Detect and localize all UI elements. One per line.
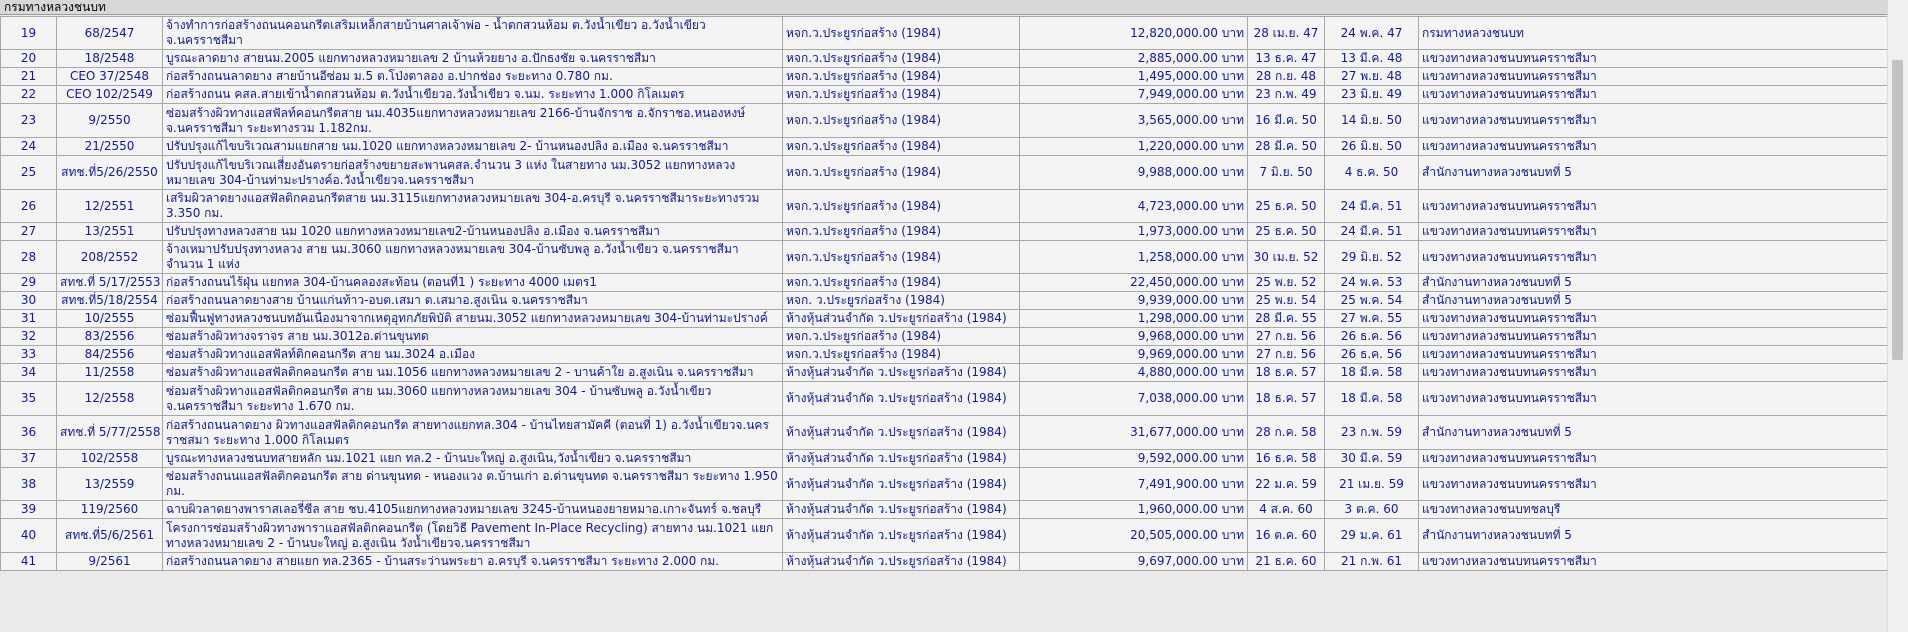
table-row <box>1 138 1889 156</box>
contractor-cell: ห้างหุ้นส่วนจำกัด ว.ประยูรก่อสร้าง (1984) <box>783 382 1020 416</box>
contractor-cell: หจก.ว.ประยูรก่อสร้าง (1984) <box>783 190 1020 223</box>
contractor-cell: หจก.ว.ประยูรก่อสร้าง (1984) <box>783 274 1020 292</box>
contract-number-cell: 21/2550 <box>57 138 163 156</box>
amount-value: 9,939,000.00 <box>1137 293 1218 307</box>
table-row <box>1 346 1889 364</box>
project-name-cell: ก่อสร้างถนนไร้ฝุ่น แยกทล 304-บ้านคลองสะท้อน (ตอนที่1 ) ระยะทาง 4000 เมตร1 <box>163 274 783 292</box>
end-date-cell: 14 มิ.ย. 50 <box>1325 104 1419 138</box>
end-date-cell: 24 พ.ค. 53 <box>1325 274 1419 292</box>
contract-number-cell: 12/2558 <box>57 382 163 416</box>
end-date-cell: 13 มี.ค. 48 <box>1325 50 1419 68</box>
contract-number-cell: 119/2560 <box>57 501 163 519</box>
table-row <box>1 223 1889 241</box>
currency-unit: บาท <box>1221 528 1244 542</box>
start-date-cell: 25 พ.ย. 52 <box>1248 274 1325 292</box>
end-date-cell: 18 มี.ค. 58 <box>1325 382 1419 416</box>
currency-unit: บาท <box>1221 198 1244 213</box>
amount-value: 7,491,900.00 <box>1137 476 1218 491</box>
amount-value: 20,505,000.00 <box>1130 528 1218 542</box>
section-header: กรมทางหลวงชนบท <box>0 0 1888 15</box>
agency-cell: สำนักงานทางหลวงชนบทที่ 5 <box>1419 416 1889 450</box>
project-name-cell: ก่อสร้างถนนลาดยาง สายแยก ทล.2365 - บ้านสระว่านพระยา อ.ครบุรี จ.นครราชสีมา ระยะทาง 2.000 กม. <box>163 553 783 571</box>
currency-unit: บาท <box>1221 51 1244 65</box>
end-date-cell: 24 มี.ค. 51 <box>1325 223 1419 241</box>
agency-cell: แขวงทางหลวงชนบทนครราชสีมา <box>1419 104 1889 138</box>
start-date-cell: 28 ก.ค. 58 <box>1248 416 1325 450</box>
end-date-cell: 24 มี.ค. 51 <box>1325 190 1419 223</box>
amount-value: 9,969,000.00 <box>1137 347 1218 361</box>
contract-number-cell: 9/2561 <box>57 553 163 571</box>
amount-value: 4,723,000.00 <box>1137 198 1218 213</box>
amount-value: 12,820,000.00 <box>1130 25 1218 40</box>
project-name-cell: ซ่อมฟื้นฟูทางหลวงชนบทอันเนื่องมาจากเหตุอุทกภัยพิบัติ สายนม.3052 แยกทางหลวงหมายเลข 304-บ้านท่ามะปรางค์ <box>163 310 783 328</box>
amount-value: 1,298,000.00 <box>1137 311 1218 325</box>
contractor-cell: ห้างหุ้นส่วนจำกัด ว.ประยูรก่อสร้าง (1984) <box>783 553 1020 571</box>
end-date-cell: 27 พ.ค. 55 <box>1325 310 1419 328</box>
agency-cell: แขวงทางหลวงชนบทชลบุรี <box>1419 501 1889 519</box>
contract-number-cell: 68/2547 <box>57 17 163 50</box>
amount-value: 7,038,000.00 <box>1137 391 1218 405</box>
contract-number-cell: 9/2550 <box>57 104 163 138</box>
currency-unit: บาท <box>1221 347 1244 361</box>
agency-cell: แขวงทางหลวงชนบทนครราชสีมา <box>1419 364 1889 382</box>
table-row <box>1 468 1889 501</box>
row-number-cell: 26 <box>1 190 57 223</box>
project-name-cell: จ้างทำการก่อสร้างถนนคอนกรีตเสริมเหล็กสายบ้านศาลเจ้าพ่อ - น้ำตกสวนห้อม ต.วังน้ำเขียว อ.วังน้ำเขียวจ.นครราชสีมา <box>163 17 783 50</box>
end-date-cell: 3 ต.ค. 60 <box>1325 501 1419 519</box>
table-row <box>1 86 1889 104</box>
agency-cell: แขวงทางหลวงชนบทนครราชสีมา <box>1419 68 1889 86</box>
end-date-cell: 21 ก.พ. 61 <box>1325 553 1419 571</box>
row-number-cell: 40 <box>1 519 57 553</box>
currency-unit: บาท <box>1221 293 1244 307</box>
project-name-cell: จ้างเหมาปรับปรุงทางหลวง สาย นม.3060 แยกทางหลวงหมายเลข 304-บ้านซับพลู อ.วังน้ำเขียว จ.นครราชสีมา จำนวน 1 แห่ง <box>163 241 783 274</box>
contracts-table <box>0 16 1889 571</box>
amount-value: 3,565,000.00 <box>1137 113 1218 127</box>
vertical-scrollbar[interactable] <box>1887 0 1908 632</box>
table-row <box>1 519 1889 553</box>
project-name-cell: ซ่อมสร้างผิวทางแอสฟัลติกคอนกรีต สาย นม.1056 แยกทางหลวงหมายเลข 2 - บานค้าใย อ.สูงเนิน จ.นครราชสีมา <box>163 364 783 382</box>
agency-cell: สำนักงานทางหลวงชนบทที่ 5 <box>1419 292 1889 310</box>
project-name-cell: ปรับปรุงแก้ไขบริเวณเสี่ยงอันตรายก่อสร้างขยายสะพานคสล.จำนวน 3 แห่ง ในสายทาง นม.3052 แยกทางหลวงหมายเลข 304-บ้านท่ามะปรางค์อ.วังน้ำเขียวจ.นครราชสีมา <box>163 156 783 190</box>
contractor-cell: หจก.ว.ประยูรก่อสร้าง (1984) <box>783 50 1020 68</box>
start-date-cell: 16 มี.ค. 50 <box>1248 104 1325 138</box>
row-number-cell: 23 <box>1 104 57 138</box>
project-name-cell: ฉาบผิวลาดยางพาราสเลอรี่ซีล สาย ชบ.4105แยกทางหลวงหมายเลข 3245-บ้านหนองยายหมาอ.เกาะจันทร์ จ.ชลบุรี <box>163 501 783 519</box>
contract-number-cell: 11/2558 <box>57 364 163 382</box>
contract-number-cell: 12/2551 <box>57 190 163 223</box>
contractor-cell: หจก. ว.ประยูรก่อสร้าง (1984) <box>783 292 1020 310</box>
start-date-cell: 4 ส.ค. 60 <box>1248 501 1325 519</box>
amount-cell <box>1020 156 1248 190</box>
amount-cell <box>1020 190 1248 223</box>
project-name-cell: ซ่อมสร้างผิวทางแอสฟัลท์คอนกรีตสาย นม.4035แยกทางหลวงหมายเลข 2166-บ้านจักราช อ.จักราชอ.หนองหงษ์ จ.นครราชสีมา ระยะทางรวม 1.182กม. <box>163 104 783 138</box>
project-name-cell: ซ่อมสร้างผิวทางจราจร สาย นม.3012อ.ด่านขุนทด <box>163 328 783 346</box>
end-date-cell: 18 มี.ค. 58 <box>1325 364 1419 382</box>
contractor-cell: หจก.ว.ประยูรก่อสร้าง (1984) <box>783 156 1020 190</box>
project-name-cell: ซ่อมสร้างถนนแอสฟัลติกคอนกรีต สาย ด่านขุนทด - หนองแวง ต.บ้านเก่า อ.ด่านขุนทด จ.นครราชสีมา ระยะทาง 1.950 กม. <box>163 468 783 501</box>
agency-cell: แขวงทางหลวงชนบทนครราชสีมา <box>1419 553 1889 571</box>
table-row <box>1 292 1889 310</box>
agency-cell: แขวงทางหลวงชนบทนครราชสีมา <box>1419 223 1889 241</box>
end-date-cell: 26 ธ.ค. 56 <box>1325 328 1419 346</box>
end-date-cell: 29 ม.ค. 61 <box>1325 519 1419 553</box>
scrollbar-thumb[interactable] <box>1892 60 1903 360</box>
table-row <box>1 156 1889 190</box>
agency-cell: สำนักงานทางหลวงชนบทที่ 5 <box>1419 519 1889 553</box>
contractor-cell: หจก.ว.ประยูรก่อสร้าง (1984) <box>783 328 1020 346</box>
start-date-cell: 7 มิ.ย. 50 <box>1248 156 1325 190</box>
contractor-cell: ห้างหุ้นส่วนจำกัด ว.ประยูรก่อสร้าง (1984) <box>783 519 1020 553</box>
contract-number-cell: สทช.ที่5/6/2561 <box>57 519 163 553</box>
project-name-cell: ปรับปรุงทางหลวงสาย นม 1020 แยกทางหลวงหมายเลข2-บ้านหนองปลิง อ.เมือง จ.นครราชสีมา <box>163 223 783 241</box>
agency-cell: แขวงทางหลวงชนบทนครราชสีมา <box>1419 468 1889 501</box>
table-row <box>1 68 1889 86</box>
contractor-cell: หจก.ว.ประยูรก่อสร้าง (1984) <box>783 346 1020 364</box>
amount-value: 9,697,000.00 <box>1137 554 1218 568</box>
start-date-cell: 13 ธ.ค. 47 <box>1248 50 1325 68</box>
contractor-cell: หจก.ว.ประยูรก่อสร้าง (1984) <box>783 68 1020 86</box>
start-date-cell: 28 ก.ย. 48 <box>1248 68 1325 86</box>
amount-value: 9,988,000.00 <box>1137 165 1218 179</box>
start-date-cell: 23 ก.พ. 49 <box>1248 86 1325 104</box>
row-number-cell: 32 <box>1 328 57 346</box>
start-date-cell: 18 ธ.ค. 57 <box>1248 364 1325 382</box>
amount-cell <box>1020 223 1248 241</box>
table-row <box>1 553 1889 571</box>
contract-number-cell: สทช.ที่ 5/17/2553 <box>57 274 163 292</box>
end-date-cell: 4 ธ.ค. 50 <box>1325 156 1419 190</box>
row-number-cell: 20 <box>1 50 57 68</box>
table-row <box>1 274 1889 292</box>
row-number-cell: 30 <box>1 292 57 310</box>
contractor-cell: หจก.ว.ประยูรก่อสร้าง (1984) <box>783 104 1020 138</box>
contract-number-cell: CEO 37/2548 <box>57 68 163 86</box>
amount-cell <box>1020 501 1248 519</box>
end-date-cell: 27 พ.ย. 48 <box>1325 68 1419 86</box>
contract-number-cell: 13/2551 <box>57 223 163 241</box>
amount-cell <box>1020 328 1248 346</box>
row-number-cell: 19 <box>1 17 57 50</box>
end-date-cell: 26 มิ.ย. 50 <box>1325 138 1419 156</box>
amount-value: 1,220,000.00 <box>1137 139 1218 153</box>
start-date-cell: 16 ธ.ค. 58 <box>1248 450 1325 468</box>
row-number-cell: 35 <box>1 382 57 416</box>
table-row <box>1 328 1889 346</box>
row-number-cell: 37 <box>1 450 57 468</box>
table-row <box>1 364 1889 382</box>
currency-unit: บาท <box>1221 365 1244 379</box>
currency-unit: บาท <box>1221 502 1244 516</box>
agency-cell: กรมทางหลวงชนบท <box>1419 17 1889 50</box>
table-row <box>1 416 1889 450</box>
amount-cell <box>1020 310 1248 328</box>
row-number-cell: 34 <box>1 364 57 382</box>
currency-unit: บาท <box>1221 69 1244 83</box>
agency-cell: แขวงทางหลวงชนบทนครราชสีมา <box>1419 86 1889 104</box>
project-name-cell: ก่อสร้างถนนลาดยางสาย บ้านแก่นท้าว-อบต.เสมา ต.เสมาอ.สูงเนิน จ.นครราชสีมา <box>163 292 783 310</box>
project-name-cell: ซ่อมสร้างผิวทางแอสฟัลท์ติกคอนกรีต สาย นม.3024 อ.เมือง <box>163 346 783 364</box>
table-row <box>1 310 1889 328</box>
agency-cell: แขวงทางหลวงชนบทนครราชสีมา <box>1419 190 1889 223</box>
row-number-cell: 27 <box>1 223 57 241</box>
contractor-cell: ห้างหุ้นส่วนจำกัด ว.ประยูรก่อสร้าง (1984) <box>783 364 1020 382</box>
start-date-cell: 27 ก.ย. 56 <box>1248 346 1325 364</box>
contractor-cell: หจก.ว.ประยูรก่อสร้าง (1984) <box>783 223 1020 241</box>
end-date-cell: 30 มี.ค. 59 <box>1325 450 1419 468</box>
currency-unit: บาท <box>1221 224 1244 238</box>
contractor-cell: ห้างหุ้นส่วนจำกัด ว.ประยูรก่อสร้าง (1984) <box>783 450 1020 468</box>
agency-cell: สำนักงานทางหลวงชนบทที่ 5 <box>1419 274 1889 292</box>
row-number-cell: 21 <box>1 68 57 86</box>
table-row <box>1 17 1889 50</box>
end-date-cell: 25 พ.ค. 54 <box>1325 292 1419 310</box>
row-number-cell: 25 <box>1 156 57 190</box>
start-date-cell: 18 ธ.ค. 57 <box>1248 382 1325 416</box>
table-row <box>1 190 1889 223</box>
project-name-cell: ก่อสร้างถนนลาดยาง ผิวทางแอสฟัลติกคอนกรีต สายทางแยกทล.304 - บ้านไทยสามัคคี (ตอนที่ 1) อ.วังน้ำเขียวจ.นครราชสมา ระยะทาง 1.000 กิโลเมตร <box>163 416 783 450</box>
contract-number-cell: 83/2556 <box>57 328 163 346</box>
row-number-cell: 38 <box>1 468 57 501</box>
amount-cell <box>1020 468 1248 501</box>
project-name-cell: ก่อสร้างถนนลาดยาง สายบ้านอีซ่อม ม.5 ต.โป่งตาลอง อ.ปากช่อง ระยะทาง 0.780 กม. <box>163 68 783 86</box>
currency-unit: บาท <box>1221 113 1244 127</box>
agency-cell: แขวงทางหลวงชนบทนครราชสีมา <box>1419 138 1889 156</box>
contract-number-cell: สทช.ที่5/18/2554 <box>57 292 163 310</box>
project-name-cell: บูรณะลาดยาง สายนม.2005 แยกทางหลวงหมายเลข 2 บ้านห้วยยาง อ.ปักธงชัย จ.นครราชสีมา <box>163 50 783 68</box>
amount-cell <box>1020 86 1248 104</box>
end-date-cell: 26 ธ.ค. 56 <box>1325 346 1419 364</box>
start-date-cell: 25 พ.ย. 54 <box>1248 292 1325 310</box>
start-date-cell: 28 เม.ย. 47 <box>1248 17 1325 50</box>
amount-value: 1,495,000.00 <box>1137 69 1218 83</box>
row-number-cell: 41 <box>1 553 57 571</box>
contract-number-cell: สทช.ที่5/26/2550 <box>57 156 163 190</box>
amount-value: 1,973,000.00 <box>1137 224 1218 238</box>
start-date-cell: 25 ธ.ค. 50 <box>1248 223 1325 241</box>
agency-cell: แขวงทางหลวงชนบทนครราชสีมา <box>1419 382 1889 416</box>
contract-number-cell: 18/2548 <box>57 50 163 68</box>
agency-cell: แขวงทางหลวงชนบทนครราชสีมา <box>1419 50 1889 68</box>
end-date-cell: 29 มิ.ย. 52 <box>1325 241 1419 274</box>
end-date-cell: 21 เม.ย. 59 <box>1325 468 1419 501</box>
amount-cell <box>1020 104 1248 138</box>
table-row <box>1 450 1889 468</box>
currency-unit: บาท <box>1221 451 1244 465</box>
currency-unit: บาท <box>1221 476 1244 491</box>
amount-cell <box>1020 382 1248 416</box>
amount-cell <box>1020 450 1248 468</box>
currency-unit: บาท <box>1221 249 1244 264</box>
project-name-cell: โครงการซ่อมสร้างผิวทางพาราแอสฟัลติกคอนกรีต (โดยวิธี Pavement In-Place Recycling) สายทาง นม.1021 แยกทางหลวงหมายเลข 2 - บ้านบะใหญ่ อ.สูงเนิน วังน้ำเขียวจ.นครราชสีมา <box>163 519 783 553</box>
currency-unit: บาท <box>1221 87 1244 101</box>
currency-unit: บาท <box>1221 425 1244 439</box>
row-number-cell: 24 <box>1 138 57 156</box>
agency-cell: สำนักงานทางหลวงชนบทที่ 5 <box>1419 156 1889 190</box>
amount-cell <box>1020 553 1248 571</box>
agency-cell: แขวงทางหลวงชนบทนครราชสีมา <box>1419 450 1889 468</box>
agency-cell: แขวงทางหลวงชนบทนครราชสีมา <box>1419 346 1889 364</box>
amount-cell <box>1020 17 1248 50</box>
currency-unit: บาท <box>1221 165 1244 179</box>
start-date-cell: 22 ม.ค. 59 <box>1248 468 1325 501</box>
table-row <box>1 382 1889 416</box>
row-number-cell: 39 <box>1 501 57 519</box>
amount-cell <box>1020 138 1248 156</box>
amount-value: 9,968,000.00 <box>1137 329 1218 343</box>
amount-value: 1,960,000.00 <box>1137 502 1218 516</box>
contract-number-cell: 84/2556 <box>57 346 163 364</box>
amount-cell <box>1020 364 1248 382</box>
row-number-cell: 36 <box>1 416 57 450</box>
row-number-cell: 31 <box>1 310 57 328</box>
contractor-cell: ห้างหุ้นส่วนจำกัด ว.ประยูรก่อสร้าง (1984) <box>783 468 1020 501</box>
contractor-cell: ห้างหุ้นส่วนจำกัด ว.ประยูรก่อสร้าง (1984) <box>783 501 1020 519</box>
start-date-cell: 21 ธ.ค. 60 <box>1248 553 1325 571</box>
amount-cell <box>1020 241 1248 274</box>
agency-cell: แขวงทางหลวงชนบทนครราชสีมา <box>1419 241 1889 274</box>
end-date-cell: 24 พ.ค. 47 <box>1325 17 1419 50</box>
project-name-cell: ซ่อมสร้างผิวทางแอสฟัลติกคอนกรีต สาย นม.3060 แยกทางหลวงหมายเลข 304 - บ้านซับพลู อ.วังน้ำเขียว จ.นครราชสีมา ระยะทาง 1.670 กม. <box>163 382 783 416</box>
row-number-cell: 29 <box>1 274 57 292</box>
contractor-cell: ห้างหุ้นส่วนจำกัด ว.ประยูรก่อสร้าง (1984) <box>783 310 1020 328</box>
contractor-cell: หจก.ว.ประยูรก่อสร้าง (1984) <box>783 86 1020 104</box>
start-date-cell: 28 มี.ค. 55 <box>1248 310 1325 328</box>
project-name-cell: ก่อสร้างถนน คสล.สายเข้าน้ำตกสวนห้อม ต.วังน้ำเขียวอ.วังน้ำเขียว จ.นม. ระยะทาง 1.000 กิโลเมตร <box>163 86 783 104</box>
agency-cell: แขวงทางหลวงชนบทนครราชสีมา <box>1419 310 1889 328</box>
table-row <box>1 241 1889 274</box>
project-name-cell: บูรณะทางหลวงชนบทสายหลัก นม.1021 แยก ทล.2 - บ้านบะใหญ่ อ.สูงเนิน,วังน้ำเขียว จ.นครราชสีมา <box>163 450 783 468</box>
start-date-cell: 28 มี.ค. 50 <box>1248 138 1325 156</box>
contract-number-cell: 102/2558 <box>57 450 163 468</box>
amount-value: 4,880,000.00 <box>1137 365 1218 379</box>
contract-number-cell: 13/2559 <box>57 468 163 501</box>
contract-number-cell: สทช.ที่ 5/77/2558 <box>57 416 163 450</box>
table-row <box>1 50 1889 68</box>
amount-cell <box>1020 68 1248 86</box>
amount-value: 2,885,000.00 <box>1137 51 1218 65</box>
contractor-cell: หจก.ว.ประยูรก่อสร้าง (1984) <box>783 17 1020 50</box>
amount-value: 1,258,000.00 <box>1137 249 1218 264</box>
project-name-cell: เสริมผิวลาดยางแอสฟัลติกคอนกรีตสาย นม.3115แยกทางหลวงหมายเลข 304-อ.ครบุรี จ.นครราชสีมาระยะทางรวม 3.350 กม. <box>163 190 783 223</box>
row-number-cell: 28 <box>1 241 57 274</box>
row-number-cell: 22 <box>1 86 57 104</box>
contractor-cell: หจก.ว.ประยูรก่อสร้าง (1984) <box>783 241 1020 274</box>
table-row <box>1 104 1889 138</box>
contract-number-cell: CEO 102/2549 <box>57 86 163 104</box>
amount-cell <box>1020 50 1248 68</box>
agency-cell: แขวงทางหลวงชนบทนครราชสีมา <box>1419 328 1889 346</box>
start-date-cell: 30 เม.ย. 52 <box>1248 241 1325 274</box>
currency-unit: บาท <box>1221 25 1244 40</box>
start-date-cell: 16 ต.ค. 60 <box>1248 519 1325 553</box>
contractor-cell: ห้างหุ้นส่วนจำกัด ว.ประยูรก่อสร้าง (1984) <box>783 416 1020 450</box>
amount-cell <box>1020 274 1248 292</box>
amount-value: 9,592,000.00 <box>1137 451 1218 465</box>
currency-unit: บาท <box>1221 139 1244 153</box>
contract-number-cell: 10/2555 <box>57 310 163 328</box>
amount-value: 22,450,000.00 <box>1130 275 1218 289</box>
amount-value: 31,677,000.00 <box>1130 425 1218 439</box>
currency-unit: บาท <box>1221 275 1244 289</box>
end-date-cell: 23 มิ.ย. 49 <box>1325 86 1419 104</box>
contract-number-cell: 208/2552 <box>57 241 163 274</box>
start-date-cell: 27 ก.ย. 56 <box>1248 328 1325 346</box>
amount-cell <box>1020 519 1248 553</box>
currency-unit: บาท <box>1221 329 1244 343</box>
amount-cell <box>1020 292 1248 310</box>
row-number-cell: 33 <box>1 346 57 364</box>
currency-unit: บาท <box>1221 311 1244 325</box>
table-row <box>1 501 1889 519</box>
amount-cell <box>1020 416 1248 450</box>
contractor-cell: หจก.ว.ประยูรก่อสร้าง (1984) <box>783 138 1020 156</box>
start-date-cell: 25 ธ.ค. 50 <box>1248 190 1325 223</box>
currency-unit: บาท <box>1221 554 1244 568</box>
end-date-cell: 23 ก.พ. 59 <box>1325 416 1419 450</box>
amount-value: 7,949,000.00 <box>1137 87 1218 101</box>
project-name-cell: ปรับปรุงแก้ไขบริเวณสามแยกสาย นม.1020 แยกทางหลวงหมายเลข 2- บ้านหนองปลิง อ.เมือง จ.นครราชสีมา <box>163 138 783 156</box>
currency-unit: บาท <box>1221 391 1244 405</box>
amount-cell <box>1020 346 1248 364</box>
